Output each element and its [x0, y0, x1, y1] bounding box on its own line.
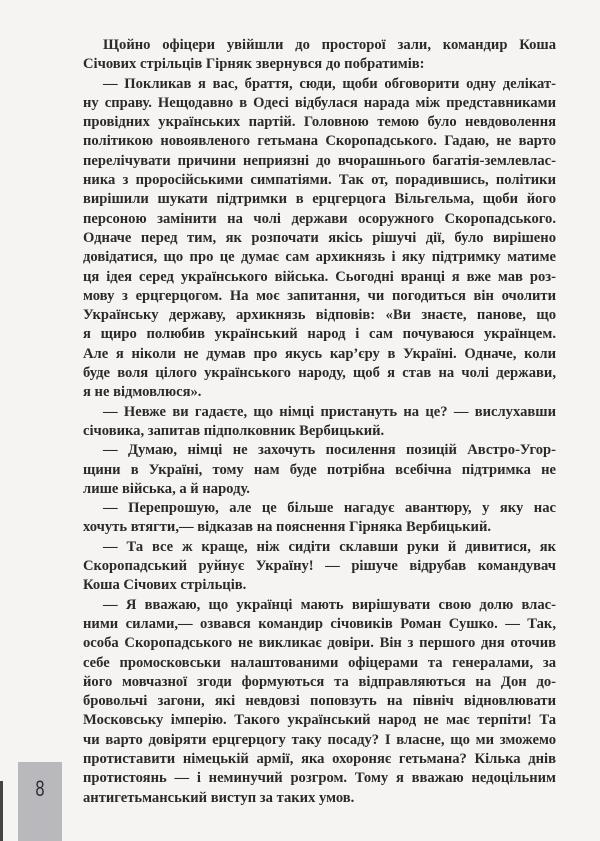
text-line: особа Скоропадського не викликає довіри. Він з першого дня оточив	[83, 635, 556, 652]
paragraph	[83, 596, 556, 808]
paragraph	[83, 441, 556, 499]
text-line: — Думаю, німці не захочуть посилення позицій Австро-Угор-	[103, 442, 556, 459]
text-line: — Перепрошую, але це більше нагадує авантюру, у яку нас	[103, 500, 556, 517]
text-line: персоною замінити на чолі держави осоружного Скоропадського.	[83, 210, 556, 227]
paragraph	[83, 36, 556, 75]
text-line: довідатися, що про це думає сам архикнязь і яку підтримку матиме	[83, 249, 556, 266]
text-line: щини в Україні, тому нам буде потрібна всебічна підтримка не	[83, 461, 556, 478]
text-line: я не відмовлюся».	[83, 384, 202, 401]
text-line: його мовчазної згоди формуються та відправляються на Дон до-	[83, 673, 556, 690]
text-line: Щойно офіцери увійшли до просторої зали, командир Коша	[103, 37, 556, 53]
text-line: чи варто довіряти ерцгерцогу таку посаду? І власне, що ми зможемо	[83, 731, 556, 748]
text-line: протиставити німецькій армії, яка охороняє гетьмана? Кілька днів	[83, 750, 556, 767]
text-line: Скоропадський руйнує Україну! — рішуче відрубав командувач	[83, 558, 556, 575]
text-line: провідних українських партій. Головною темою було невдоволення	[83, 114, 556, 131]
text-line: ну справу. Нещодавно в Одесі відбулася нарада між представниками	[83, 94, 556, 111]
book-page-text	[83, 36, 556, 808]
text-line: Одначе перед тим, як розпочати якісь рішучі дії, було вирішено	[83, 229, 556, 246]
text-line: мову з ерцгерцогом. На моє запитання, чи погодиться він очолити	[83, 287, 556, 304]
paragraph	[83, 499, 556, 538]
text-line: Українську державу, архикнязь відповів: «Ви знаєте, панове, що	[83, 307, 556, 324]
page-edge-shadow	[0, 781, 3, 841]
text-line: антигетьманський виступ за таких умов.	[83, 789, 355, 806]
text-line: січовика, запитав підполковник Вербицький.	[83, 422, 385, 439]
text-line: ними силами,— озвався командир січовиків Роман Сушко. — Так,	[83, 615, 556, 632]
page-number: 8	[35, 776, 45, 801]
paragraph	[83, 403, 556, 442]
text-line: буде воля цілого українського народу, щоб я став на чолі держави,	[83, 365, 556, 382]
text-line: ника з проросійськими симпатіями. Так от, порадившись, політики	[83, 172, 556, 189]
text-line: вирішили шукати підтримки в ерцгерцога Вільгельма, щоби його	[83, 191, 556, 208]
text-line: лише війська, а й народу.	[83, 480, 250, 497]
paragraph	[83, 538, 556, 596]
text-line: себе промосковськи налаштованими офіцерами та генералами, за	[83, 654, 556, 671]
text-line: бровольчі загони, які невдовзі поповзуть на північ відновлювати	[83, 693, 556, 710]
text-line: — Та все ж краще, ніж сидіти склавши руки й дивитися, як	[103, 538, 556, 555]
text-line: — Я вважаю, що українці мають вирішувати свою долю влас-	[103, 596, 556, 613]
page-number-tab	[18, 762, 62, 841]
text-line: політикою новоявленого гетьмана Скоропадського. Гадаю, не варто	[83, 133, 556, 150]
paragraph	[83, 75, 556, 403]
text-line: хочуть втягти,— відказав на пояснення Гірняка Вербицький.	[83, 519, 492, 536]
text-line: Коша Січових стрільців.	[83, 577, 247, 594]
text-line: — Невже ви гадаєте, що німці пристануть на це? — вислухавши	[103, 403, 556, 420]
text-line: — Покликав я вас, браття, сюди, щоби обговорити одну делікат-	[103, 75, 556, 92]
text-line: Але я ніколи не думав про якусь кар’єру в Україні. Одначе, коли	[83, 345, 556, 362]
text-line: перелічувати причини неприязні до вчорашнього багатія-землевлас-	[83, 152, 556, 169]
text-line: Січових стрільців Гірняк звернувся до побратимів:	[83, 56, 425, 73]
text-line: протистоянь — і неминучий розгром. Тому я вважаю недоцільним	[83, 770, 556, 787]
text-line: ця ідея серед українського війська. Сьогодні вранці я вже мав роз-	[83, 268, 556, 285]
text-line: Московську імперію. Такого український народ не має терпіти! Та	[83, 712, 556, 729]
text-line: я щиро полюбив український народ і сам почуваюся українцем.	[83, 326, 556, 343]
